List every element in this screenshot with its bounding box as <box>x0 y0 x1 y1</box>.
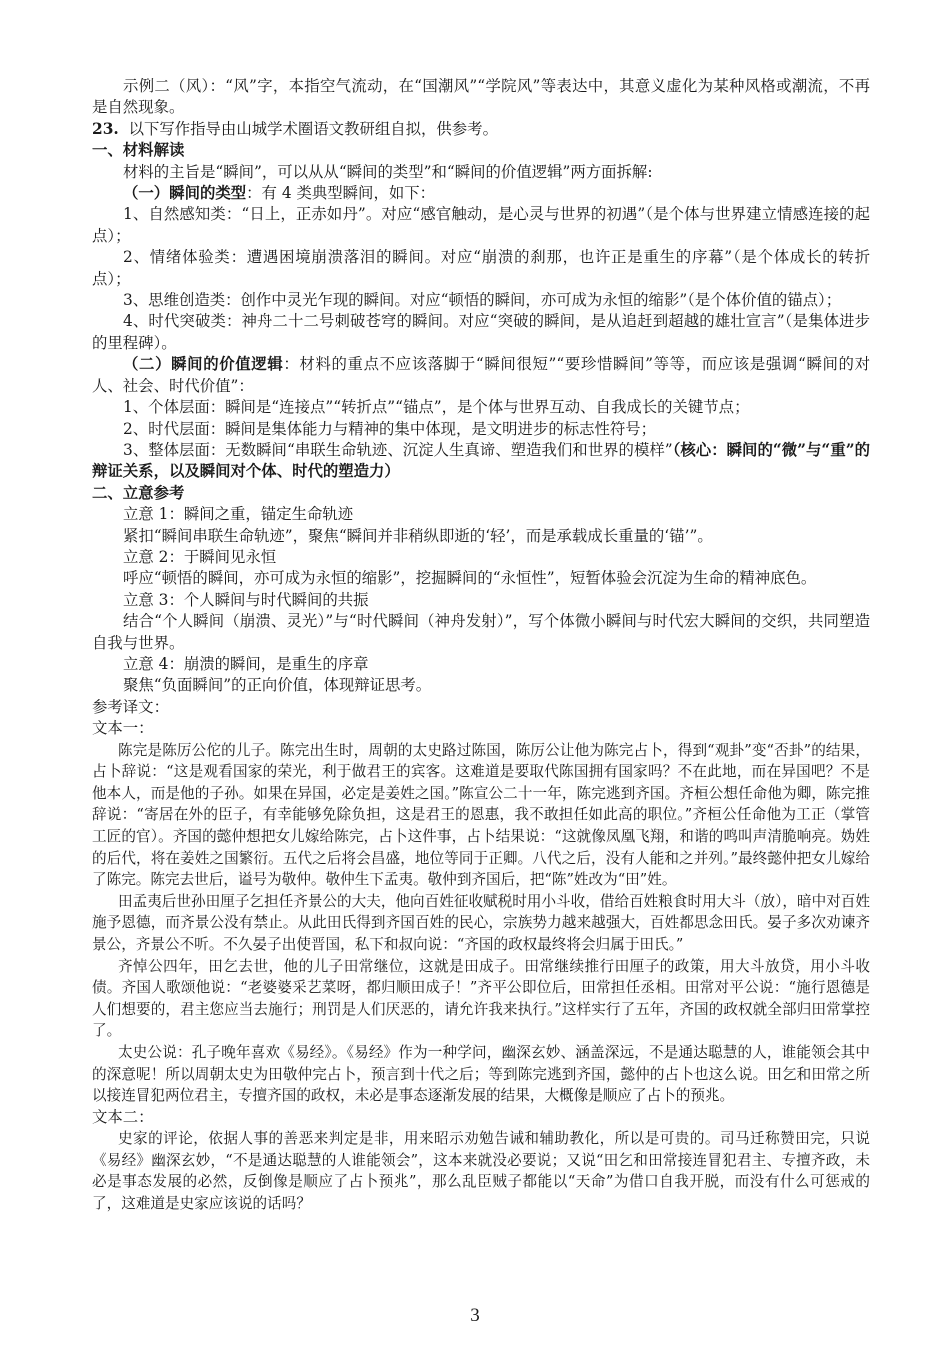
text-1-label: 文本一： <box>92 719 154 738</box>
part-2-text: ：材料的重点不应该落脚于“瞬间很短”“要珍惜瞬间”等等，而应该是强调“瞬间的对人、社会、时代价值”： <box>92 355 870 395</box>
translation-text-1 <box>92 740 870 1107</box>
section-1-title: 一、材料解读 <box>92 141 185 160</box>
section-2-title: 二、立意参考 <box>92 483 185 502</box>
text-2-label: 文本二： <box>92 1107 154 1126</box>
translation-paragraph: 史家的评论，依据人事的善恶来判定是非，用来昭示劝勉告诫和辅助教化，所以是可贵的。司马迁称赞田完，只说《易经》幽深玄妙，“不是通达聪慧的人谁能领会”，这本来就没必要说；又说“田乞和田常接连冒犯君主、专擅齐政，未必是事态发展的必然，反倒像是顺应了占卜预兆”，那么乱臣贼子都能以“天命”为借口自我开脱，而没有什么可惩戒的了，这难道是史家应该说的话吗？ <box>92 1130 870 1212</box>
example-2: 示例二（风）：“风”字，本指空气流动，在“国潮风”“学院风”等表达中，其意义虚化为某种风格或潮流，不再是自然现象。 <box>92 77 870 117</box>
translation-heading: 参考译文： <box>92 697 169 716</box>
part-1-item: 1、自然感知类：“日上，正赤如丹”。对应“感官触动，是心灵与世界的初遇”（是个体与世界建立情感连接的起点）； <box>92 205 870 245</box>
part-2-label: （二）瞬间的价值逻辑 <box>123 355 284 374</box>
idea-text: 聚焦“负面瞬间”的正向价值，体现辩证思考。 <box>123 676 432 695</box>
part-2-item-3-core: （核心：瞬间的“微”与“重”的辩证关系，以及瞬间对个体、时代的塑造力） <box>92 440 870 481</box>
translation-paragraph: 田孟夷后世孙田厘子乞担任齐景公的大夫，他向百姓征收赋税时用小斗收，借给百姓粮食时用大斗（放），暗中对百姓施予恩德，而齐景公没有禁止。从此田氏得到齐国百姓的民心，宗族势力越来越强大，百姓都思念田氏。晏子多次劝谏齐景公，齐景公不听。不久晏子出使晋国，私下和叔向说：“齐国的政权最终将会归属于田氏。” <box>92 892 870 953</box>
page-number: 3 <box>470 1305 480 1326</box>
idea-text: 紧扣“瞬间串联生命轨迹”，聚焦“瞬间并非稍纵即逝的‘轻’，而是承载成长重量的‘锚’”。 <box>123 526 713 545</box>
part-2-heading <box>92 354 870 397</box>
question-intro: 以下写作指导由山城学术圈语文教研组自拟，供参考。 <box>128 119 498 138</box>
question-number: 23. <box>92 119 119 138</box>
translation-paragraph: 太史公说：孔子晚年喜欢《易经》。《易经》作为一种学问，幽深玄妙、涵盖深远，不是通达聪慧的人，谁能领会其中的深意呢！所以周朝太史为田敬仲完占卜，预言到十代之后；等到陈完逃到齐国，懿仲的占卜也这么说。田乞和田常之所以接连冒犯两位君主，专擅齐国的政权，未必是事态逐渐发展的结果，大概像是顺应了占卜的预兆。 <box>92 1043 870 1105</box>
translation-paragraph: 齐悼公四年，田乞去世，他的儿子田常继位，这就是田成子。田常继续推行田厘子的政策，用大斗放贷，用小斗收债。齐国人歌颂他说：“老婆婆采艺菜呀，都归顺田成子！”齐平公即位后，田常担任丞相。田常对平公说：“施行恩德是人们想要的，君主您应当去施行；刑罚是人们厌恶的，请允许我来执行。”这样实行了五年，齐国的政权就全部归田常掌控了。 <box>92 957 870 1040</box>
part-2-item: 2、时代层面：瞬间是集体能力与精神的集中体现，是文明进步的标志性符号； <box>123 419 657 438</box>
idea-text: 结合“个人瞬间（崩溃、灵光）”与“时代瞬间（神舟发射）”，写个体微小瞬间与时代宏大瞬间的交织，共同塑造自我与世界。 <box>92 612 870 652</box>
part-1-heading <box>92 183 870 204</box>
part-2-item-3-text: 3、整体层面：无数瞬间“串联生命轨迹、沉淀人生真谛、塑造我们和世界的模样” <box>123 440 673 459</box>
idea-title: 立意 4：崩溃的瞬间，是重生的序章 <box>123 654 369 673</box>
document-page <box>92 76 870 1214</box>
idea-text: 呼应“顿悟的瞬间，亦可成为永恒的缩影”，挖掘瞬间的“永恒性”，短暂体验会沉淀为生命的精神底色。 <box>123 569 817 588</box>
part-1-item: 2、情绪体验类：遭遇困境崩溃落泪的瞬间。对应“崩溃的刹那，也许正是重生的序幕”（是个体成长的转折点）； <box>92 248 870 288</box>
part-1-item: 4、时代突破类：神舟二十二号刺破苍穹的瞬间。对应“突破的瞬间，是从追赶到超越的雄壮宣言”（是集体进步的里程碑）。 <box>92 312 870 352</box>
part-2-item: 1、个体层面：瞬间是“连接点”“转折点”“锚点”，是个体与世界互动、自我成长的关键节点； <box>123 398 750 417</box>
translation-text-2 <box>92 1128 870 1214</box>
part-1-text: ：有 4 类典型瞬间，如下： <box>246 184 436 203</box>
translation-paragraph: 陈完是陈厉公佗的儿子。陈完出生时，周朝的太史路过陈国，陈厉公让他为陈完占卜，得到“观卦”变“否卦”的结果，占卜辞说：“这是观看国家的荣光，利于做君王的宾客。这难道是要取代陈国拥有国家吗？不在此地，而在异国吧？不是他本人，而是他的子孙。如果在异国，必定是姜姓之国。”陈宣公二十一年，陈完逃到齐国。齐桓公想任命他为卿，陈完推辞说：“寄居在外的臣子，有幸能够免除负担，这是君王的恩惠，我不敢担任如此高的职位。”齐桓公任命他为工正（掌管工匠的官）。齐国的懿仲想把女儿嫁给陈完，占卜这件事，占卜结果说：“这就像凤凰飞翔，和谐的鸣叫声清脆响亮。妫姓的后代，将在姜姓之国繁衍。五代之后将会昌盛，地位等同于正卿。八代之后，没有人能和之并列。”最终懿仲把女儿嫁给了陈完。陈完去世后，谥号为敬仲。敬仲生下孟夷。敬仲到齐国后，把“陈”姓改为“田”姓。 <box>92 741 870 889</box>
idea-title: 立意 2：于瞬间见永恒 <box>123 547 277 566</box>
idea-title: 立意 3：个人瞬间与时代瞬间的共振 <box>123 590 369 609</box>
part-1-item: 3、思维创造类：创作中灵光乍现的瞬间。对应“顿悟的瞬间，亦可成为永恒的缩影”（是个体价值的锚点）； <box>123 291 842 310</box>
idea-title: 立意 1：瞬间之重，锚定生命轨迹 <box>123 505 354 524</box>
part-1-label: （一）瞬间的类型 <box>123 184 247 203</box>
part-2-item-3 <box>92 440 870 483</box>
question-23-header <box>92 119 870 140</box>
section-1-intro: 材料的主旨是“瞬间”，可以从从“瞬间的类型”和“瞬间的价值逻辑”两方面拆解: <box>123 162 653 181</box>
